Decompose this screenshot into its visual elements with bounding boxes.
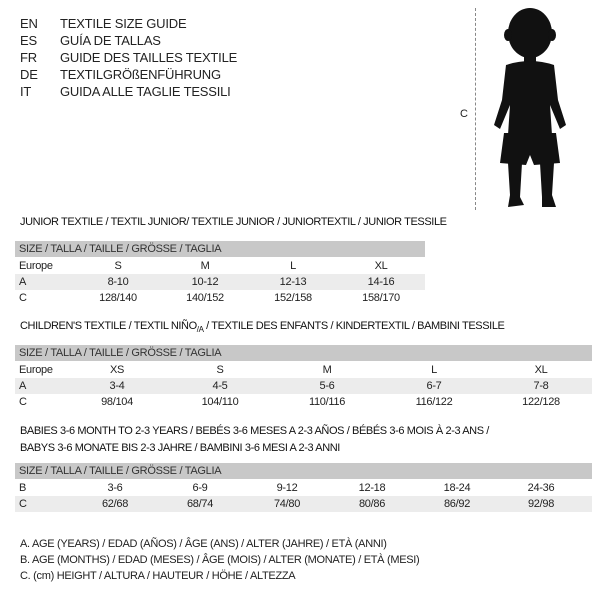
cell: XS bbox=[109, 364, 125, 376]
row-label: C bbox=[19, 498, 27, 510]
cell: 18-24 bbox=[443, 482, 471, 494]
children-title bbox=[20, 320, 505, 334]
cell: 12-18 bbox=[358, 482, 386, 494]
cell: S bbox=[216, 364, 224, 376]
cell: 104/110 bbox=[201, 396, 239, 408]
cell: 116/122 bbox=[415, 396, 453, 408]
cell: 12-13 bbox=[279, 276, 307, 288]
cell: M bbox=[322, 364, 332, 376]
cell: 122/128 bbox=[522, 396, 560, 408]
cell: S bbox=[114, 260, 122, 272]
children-title-main: CHILDREN'S TEXTILE / TEXTIL NIÑO bbox=[20, 320, 197, 332]
child-silhouette-icon bbox=[480, 5, 580, 213]
table-row bbox=[15, 274, 425, 290]
cell: 7-8 bbox=[533, 380, 549, 392]
children-size-header: SIZE / TALLA / TAILLE / GRÖSSE / TAGLIA bbox=[15, 345, 592, 361]
row-label: Europe bbox=[19, 260, 53, 272]
babies-title-line1: BABIES 3-6 MONTH TO 2-3 YEARS / BEBÉS 3-6 MESES A 2-3 AÑOS / BÉBÉS 3-6 MOIS À 2-3 ANS / bbox=[20, 425, 489, 437]
children-title-rest: / TEXTILE DES ENFANTS / KINDERTEXTIL / BAMBINI TESSILE bbox=[203, 320, 505, 332]
cell: 98/104 bbox=[101, 396, 133, 408]
cell: 80/86 bbox=[358, 498, 386, 510]
cell: M bbox=[200, 260, 210, 272]
cell: XL bbox=[534, 364, 548, 376]
row-label: Europe bbox=[19, 364, 53, 376]
cell: 62/68 bbox=[101, 498, 129, 510]
cell: 86/92 bbox=[443, 498, 471, 510]
legend-a: A. AGE (YEARS) / EDAD (AÑOS) / ÂGE (ANS) / ALTER (JAHRE) / ETÀ (ANNI) bbox=[20, 538, 387, 550]
cell: 5-6 bbox=[319, 380, 335, 392]
cell: 68/74 bbox=[186, 498, 214, 510]
cell: 6-7 bbox=[426, 380, 442, 392]
cell: L bbox=[290, 260, 296, 272]
cell: 4-5 bbox=[212, 380, 228, 392]
table-row bbox=[15, 258, 425, 274]
lang-title-es: GUÍA DE TALLAS bbox=[60, 33, 161, 48]
table-row bbox=[15, 362, 592, 378]
row-label: C bbox=[19, 292, 27, 304]
legend-c: C. (cm) HEIGHT / ALTURA / HAUTEUR / HÖHE / ALTEZZA bbox=[20, 570, 296, 582]
cell: 128/140 bbox=[99, 292, 137, 304]
cell: 3-4 bbox=[109, 380, 125, 392]
lang-title-fr: GUIDE DES TAILLES TEXTILE bbox=[60, 50, 238, 65]
height-measure-line bbox=[475, 8, 476, 210]
cell: 110/116 bbox=[308, 396, 346, 408]
cell: 140/152 bbox=[186, 292, 224, 304]
junior-size-header: SIZE / TALLA / TAILLE / GRÖSSE / TAGLIA bbox=[15, 241, 425, 257]
lang-title-en: TEXTILE SIZE GUIDE bbox=[60, 16, 187, 31]
table-row bbox=[15, 480, 592, 496]
lang-code-en: EN bbox=[20, 16, 38, 31]
cell: 8-10 bbox=[107, 276, 129, 288]
table-row bbox=[15, 290, 425, 306]
cell: L bbox=[431, 364, 437, 376]
cell: 9-12 bbox=[276, 482, 298, 494]
legend-b: B. AGE (MONTHS) / EDAD (MESES) / ÂGE (MOIS) / ALTER (MONATE) / ETÀ (MESI) bbox=[20, 554, 420, 566]
cell: 152/158 bbox=[274, 292, 312, 304]
lang-code-es: ES bbox=[20, 33, 37, 48]
height-measure-label: C bbox=[460, 108, 468, 120]
cell: 158/170 bbox=[362, 292, 400, 304]
table-row bbox=[15, 496, 592, 512]
table-row bbox=[15, 378, 592, 394]
table-row bbox=[15, 394, 592, 410]
row-label: A bbox=[19, 276, 27, 288]
cell: 3-6 bbox=[107, 482, 123, 494]
children-title-suffix: /A bbox=[196, 325, 204, 335]
lang-code-de: DE bbox=[20, 67, 38, 82]
cell: 24-36 bbox=[527, 482, 555, 494]
row-label: A bbox=[19, 380, 27, 392]
lang-title-de: TEXTILGRÖßENFÜHRUNG bbox=[60, 67, 221, 82]
row-label: B bbox=[19, 482, 27, 494]
cell: 92/98 bbox=[527, 498, 555, 510]
junior-title: JUNIOR TEXTILE / TEXTIL JUNIOR/ TEXTILE JUNIOR / JUNIORTEXTIL / JUNIOR TESSILE bbox=[20, 216, 447, 228]
cell: XL bbox=[374, 260, 388, 272]
lang-code-fr: FR bbox=[20, 50, 37, 65]
cell: 6-9 bbox=[192, 482, 208, 494]
lang-title-it: GUIDA ALLE TAGLIE TESSILI bbox=[60, 84, 231, 99]
row-label: C bbox=[19, 396, 27, 408]
cell: 10-12 bbox=[191, 276, 219, 288]
lang-code-it: IT bbox=[20, 84, 32, 99]
babies-title-line2: BABYS 3-6 MONATE BIS 2-3 JAHRE / BAMBINI 3-6 MESI A 2-3 ANNI bbox=[20, 442, 340, 454]
cell: 14-16 bbox=[367, 276, 395, 288]
babies-size-header: SIZE / TALLA / TAILLE / GRÖSSE / TAGLIA bbox=[15, 463, 592, 479]
cell: 74/80 bbox=[273, 498, 301, 510]
